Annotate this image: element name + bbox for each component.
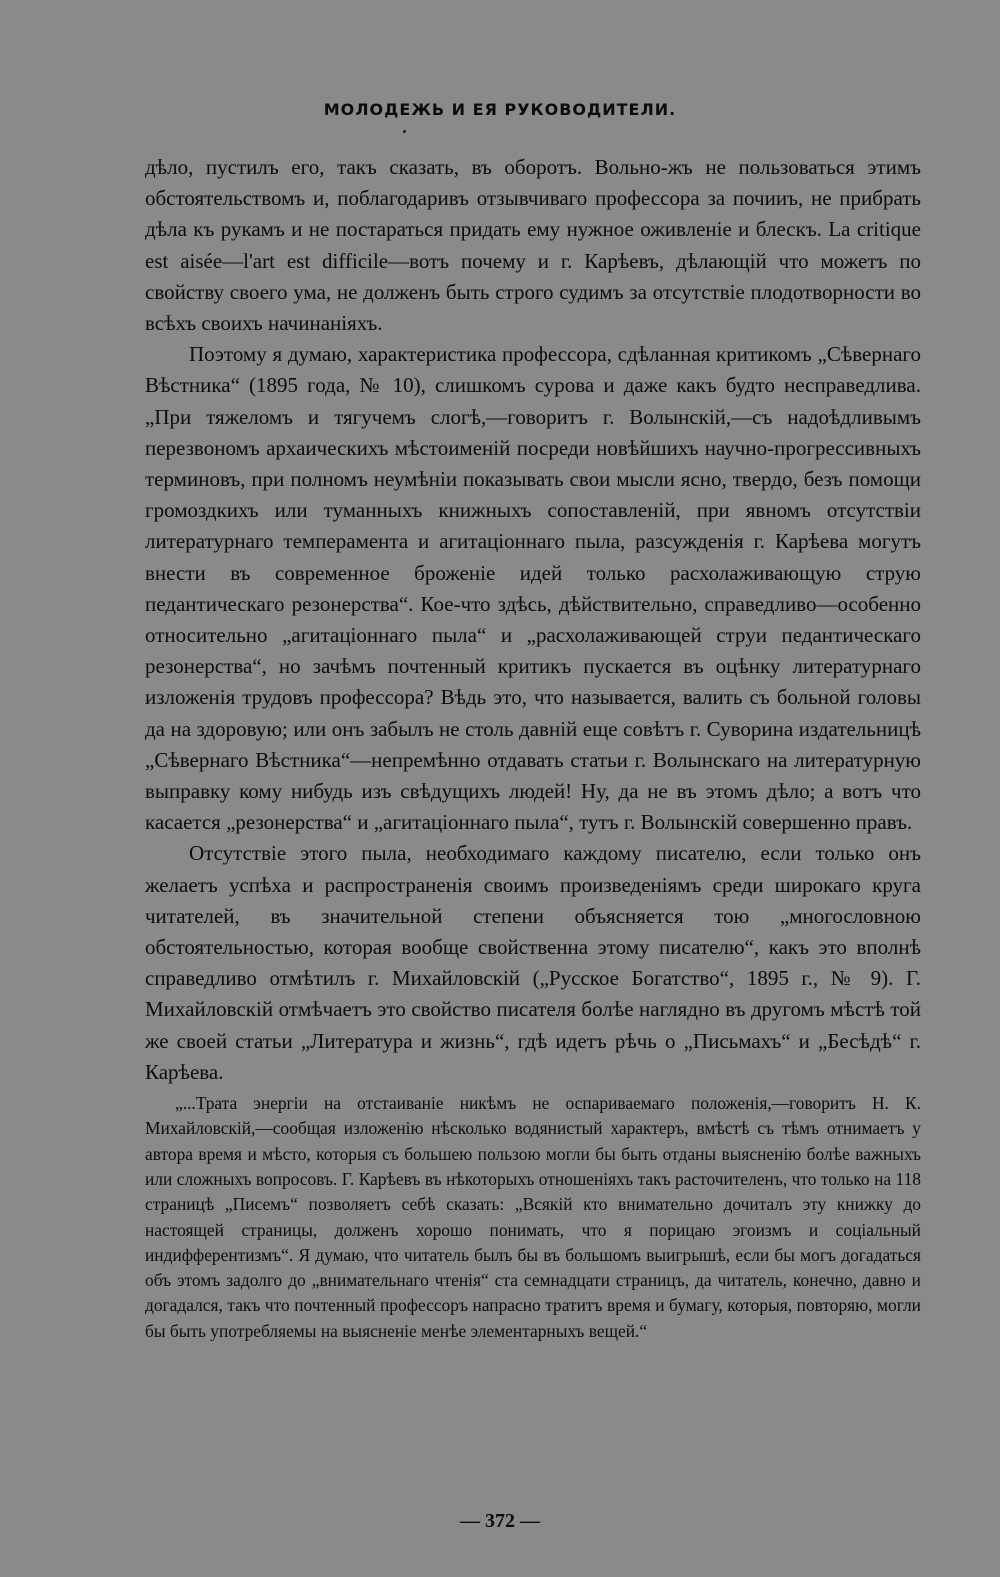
body-text — [145, 152, 921, 1344]
print-speck — [403, 130, 406, 133]
running-header: МОЛОДЕЖЬ И ЕЯ РУКОВОДИТЕЛИ. — [323, 100, 677, 119]
paragraph-1: дѣло, пустилъ его, такъ сказать, въ оборотъ. Вольно-жъ не пользоваться этимъ обстоятельствомъ и, поблагодаривъ отзывчиваго профессора за почииъ, не прибрать дѣла къ рукамъ и не постараться придать ему нужное оживленіе и блескъ. La critique est aisée—l'art est difficile—вотъ почему и г. Карѣевъ, дѣлающій что можетъ по свойству своего ума, не долженъ быть строго судимъ за отсутствіе плодотворности во всѣхъ своихъ начинаніяхъ. — [145, 155, 921, 336]
quotation-block — [145, 1091, 921, 1344]
paragraph-2: Поэтому я думаю, характеристика профессора, сдѣланная критикомъ „Сѣвернаго Вѣстника“ (1895 года, № 10), слишкомъ сурова и даже какъ будто несправедлива. „При тяжеломъ и тягучемъ слогѣ,—говоритъ г. Волынскій,—съ надоѣдливымъ перезвономъ архаическихъ мѣстоименій посреди новѣйшихъ научно-прогрессивныхъ терминовъ, при полномъ неумѣніи показывать свои мысли ясно, твердо, безъ помощи громоздкихъ или туманныхъ книжныхъ сопоставленій, при явномъ отсутствіи литературнаго темперамента и агитаціоннаго пыла, разсужденія г. Карѣева могутъ внести въ современное броженіе идей только расхолаживающую струю педантическаго резонерства“. Кое-что здѣсь, дѣйствительно, справедливо—особенно относительно „агитаціоннаго пыла“ и „расхолаживающей струи педантическаго резонерства“, но зачѣмъ почтенный критикъ пускается въ оцѣнку литературнаго изложенія трудовъ профессора? Вѣдь это, что называется, валить съ больной головы да на здоровую; или онъ забылъ не столь давній еще совѣтъ г. Суворина издательницѣ „Сѣвернаго Вѣстника“—непремѣнно отдавать статьи г. Волынскаго на литературную выправку кому нибудь изъ свѣдущихъ людей! Ну, да не въ этомъ дѣло; а вотъ что касается „резонерства“ и „агитаціоннаго пыла“, тутъ г. Волынскій совершенно правъ. — [145, 342, 921, 835]
page-number: — 372 — — [460, 1510, 540, 1532]
paragraph-3: Отсутствіе этого пыла, необходимаго каждому писателю, если только онъ желаетъ успѣха и распространенія своимъ произведеніямъ среди широкаго круга читателей, въ значительной степени объясняется тою „многословною обстоятельностью, которая вообще свойственна этому писателю“, какъ это вполнѣ справедливо отмѣтилъ г. Михайловскій („Русское Богатство“, 1895 г., № 9). Г. Михайловскій отмѣчаетъ это свойство писателя болѣе наглядно въ другомъ мѣстѣ той же своей статьи „Литература и жизнь“, гдѣ идетъ рѣчь о „Письмахъ“ и „Бесѣдѣ“ г. Карѣева. — [145, 841, 921, 1084]
quotation-text: „...Трата энергіи на отстаиваніе никѣмъ не оспариваемаго положенія,—говоритъ Н. К. Михайловскій,—сообщая изложенію нѣсколько водянистый характеръ, вмѣстѣ съ тѣмъ отнимаетъ у автора время и мѣсто, которыя съ большею пользою могли бы быть отданы выясненію болѣе важныхъ или сложныхъ вопросовъ. Г. Карѣевъ въ нѣкоторыхъ отношеніяхъ такъ расточителенъ, что только на 118 страницѣ „Писемъ“ позволяетъ себѣ сказать: „Всякій кто внимательно дочиталъ эту книжку до настоящей страницы, долженъ хорошо понимать, что я порицаю эгоизмъ и соціальный индифферентизмъ“. Я думаю, что читатель былъ бы въ большомъ выигрышѣ, если бы могъ догадаться объ этомъ задолго до „внимательнаго чтенія“ ста семнадцати страницъ, да читатель, конечно, давно и догадался, такъ что почтенный профессоръ напрасно тратитъ время и бумагу, которыя, повторяю, могли бы быть употребляемы на выясненіе менѣе элементарныхъ вещей.“ — [145, 1093, 921, 1341]
